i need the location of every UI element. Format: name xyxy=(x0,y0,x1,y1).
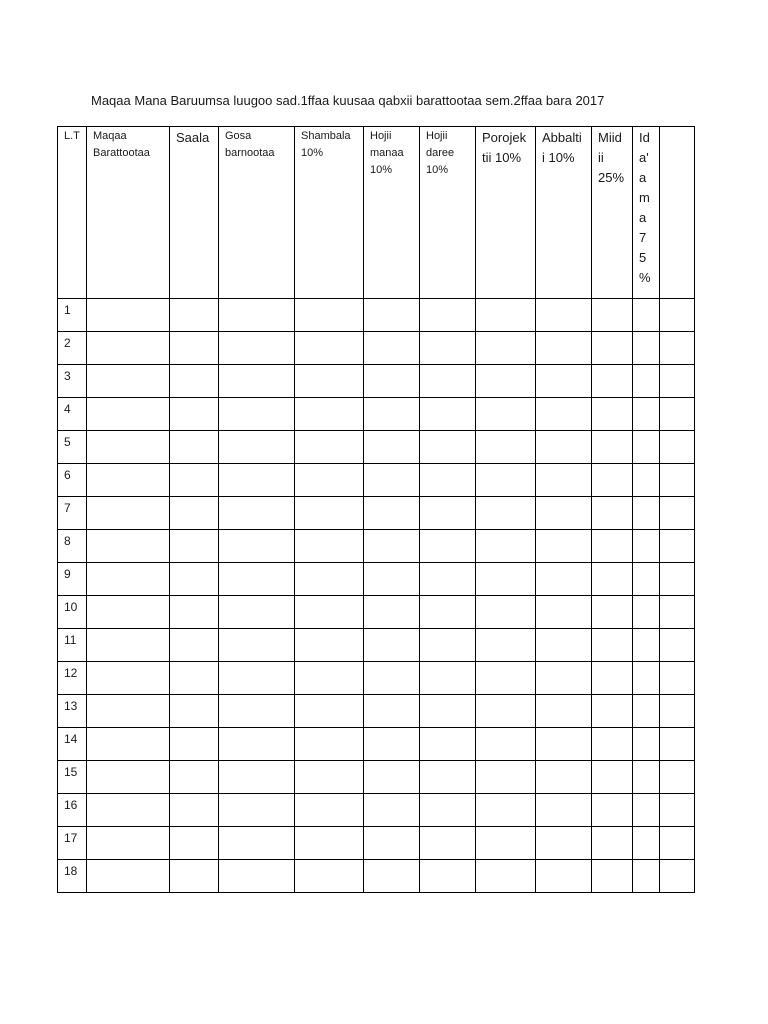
table-cell xyxy=(87,695,170,728)
table-row xyxy=(58,827,695,860)
table-cell xyxy=(87,563,170,596)
table-cell xyxy=(633,794,660,827)
row-number-cell xyxy=(58,497,87,530)
table-row xyxy=(58,530,695,563)
table-cell xyxy=(219,332,295,365)
table-row xyxy=(58,629,695,662)
row-number-cell xyxy=(58,530,87,563)
table-cell xyxy=(295,728,364,761)
column-header-label: Gosa barnootaa xyxy=(225,130,275,159)
table-cell xyxy=(170,530,219,563)
row-number: 2 xyxy=(64,336,71,350)
table-cell xyxy=(536,332,592,365)
table-header-row xyxy=(58,127,695,299)
table-cell xyxy=(592,860,633,893)
row-number-cell xyxy=(58,728,87,761)
table-cell xyxy=(660,728,695,761)
table-cell xyxy=(295,827,364,860)
table-cell xyxy=(170,497,219,530)
table-cell xyxy=(420,497,476,530)
table-cell xyxy=(660,365,695,398)
row-number-cell xyxy=(58,860,87,893)
table-cell xyxy=(633,596,660,629)
table-cell xyxy=(536,431,592,464)
row-number: 1 xyxy=(64,303,71,317)
table-cell xyxy=(219,596,295,629)
table-cell xyxy=(219,299,295,332)
table-cell xyxy=(364,827,420,860)
column-header xyxy=(364,127,420,299)
row-number: 18 xyxy=(64,864,78,878)
table-cell xyxy=(476,761,536,794)
table-cell xyxy=(364,695,420,728)
table-cell xyxy=(364,464,420,497)
row-number: 13 xyxy=(64,699,78,713)
table-cell xyxy=(87,761,170,794)
table-cell xyxy=(170,299,219,332)
column-header-label: Id a' a m a 7 5 % xyxy=(639,130,651,285)
table-cell xyxy=(660,431,695,464)
table-cell xyxy=(476,860,536,893)
row-number: 14 xyxy=(64,732,78,746)
row-number: 5 xyxy=(64,435,71,449)
table-cell xyxy=(476,365,536,398)
table-cell xyxy=(420,761,476,794)
table-cell xyxy=(476,398,536,431)
table-cell xyxy=(633,629,660,662)
table-cell xyxy=(420,563,476,596)
table-cell xyxy=(364,596,420,629)
table-row xyxy=(58,398,695,431)
row-number-cell xyxy=(58,563,87,596)
table-cell xyxy=(87,464,170,497)
table-cell xyxy=(364,794,420,827)
table-cell xyxy=(170,695,219,728)
table-cell xyxy=(476,431,536,464)
column-header-label: Abbalti i 10% xyxy=(542,130,582,165)
table-cell xyxy=(364,563,420,596)
table-row xyxy=(58,596,695,629)
table-cell xyxy=(536,662,592,695)
row-number-cell xyxy=(58,662,87,695)
column-header-label xyxy=(660,127,694,128)
table-cell xyxy=(170,761,219,794)
table-cell xyxy=(660,695,695,728)
table-cell xyxy=(219,728,295,761)
table-cell xyxy=(364,530,420,563)
table-row xyxy=(58,662,695,695)
table-row xyxy=(58,365,695,398)
table-cell xyxy=(633,563,660,596)
column-header xyxy=(536,127,592,299)
table-cell xyxy=(364,431,420,464)
table-cell xyxy=(295,431,364,464)
table-cell xyxy=(170,794,219,827)
table-row xyxy=(58,299,695,332)
table-cell xyxy=(633,761,660,794)
table-cell xyxy=(592,332,633,365)
row-number: 12 xyxy=(64,666,78,680)
table-cell xyxy=(476,794,536,827)
table-cell xyxy=(87,398,170,431)
table-cell xyxy=(536,497,592,530)
table-cell xyxy=(295,530,364,563)
table-cell xyxy=(633,860,660,893)
row-number: 7 xyxy=(64,501,71,515)
table-row xyxy=(58,464,695,497)
table-cell xyxy=(219,827,295,860)
table-cell xyxy=(592,431,633,464)
table-cell xyxy=(592,794,633,827)
table-cell xyxy=(420,332,476,365)
table-row xyxy=(58,761,695,794)
row-number-cell xyxy=(58,794,87,827)
row-number: 9 xyxy=(64,567,71,581)
table-cell xyxy=(476,728,536,761)
column-header xyxy=(170,127,219,299)
column-header-label: Miid ii 25% xyxy=(598,130,625,185)
table-cell xyxy=(660,860,695,893)
column-header-label: Shambala 10% xyxy=(301,130,351,159)
table-cell xyxy=(87,794,170,827)
row-number-cell xyxy=(58,398,87,431)
table-cell xyxy=(420,728,476,761)
table-cell xyxy=(420,629,476,662)
table-cell xyxy=(592,299,633,332)
table-cell xyxy=(420,662,476,695)
column-header xyxy=(476,127,536,299)
table-row xyxy=(58,695,695,728)
column-header xyxy=(87,127,170,299)
table-cell xyxy=(295,761,364,794)
table-cell xyxy=(633,695,660,728)
column-header xyxy=(295,127,364,299)
table-cell xyxy=(476,827,536,860)
table-cell xyxy=(170,662,219,695)
column-header xyxy=(633,127,660,299)
table-cell xyxy=(660,596,695,629)
row-number: 17 xyxy=(64,831,78,845)
table-cell xyxy=(364,629,420,662)
table-row xyxy=(58,332,695,365)
table-cell xyxy=(660,464,695,497)
table-cell xyxy=(219,794,295,827)
table-cell xyxy=(364,761,420,794)
table-cell xyxy=(476,563,536,596)
column-header xyxy=(58,127,87,299)
table-cell xyxy=(536,530,592,563)
grade-table xyxy=(57,126,695,893)
table-cell xyxy=(295,365,364,398)
table-cell xyxy=(660,827,695,860)
table-cell xyxy=(170,728,219,761)
table-cell xyxy=(87,596,170,629)
table-cell xyxy=(295,398,364,431)
column-header-label: Hojii manaa 10% xyxy=(370,130,404,176)
row-number-cell xyxy=(58,365,87,398)
table-cell xyxy=(170,827,219,860)
table-cell xyxy=(295,860,364,893)
table-row xyxy=(58,860,695,893)
row-number-cell xyxy=(58,761,87,794)
table-cell xyxy=(476,629,536,662)
table-cell xyxy=(536,563,592,596)
table-cell xyxy=(219,695,295,728)
column-header xyxy=(420,127,476,299)
table-cell xyxy=(536,365,592,398)
table-cell xyxy=(364,332,420,365)
table-cell xyxy=(660,332,695,365)
table-cell xyxy=(660,299,695,332)
table-cell xyxy=(633,299,660,332)
table-cell xyxy=(87,860,170,893)
row-number: 16 xyxy=(64,798,78,812)
table-cell xyxy=(592,728,633,761)
table-cell xyxy=(295,695,364,728)
table-cell xyxy=(633,431,660,464)
row-number-cell xyxy=(58,464,87,497)
table-cell xyxy=(170,860,219,893)
table-cell xyxy=(536,794,592,827)
table-cell xyxy=(170,596,219,629)
table-cell xyxy=(660,563,695,596)
table-cell xyxy=(592,398,633,431)
row-number-cell xyxy=(58,827,87,860)
row-number-cell xyxy=(58,695,87,728)
table-cell xyxy=(633,464,660,497)
table-cell xyxy=(420,596,476,629)
table-cell xyxy=(219,530,295,563)
row-number: 4 xyxy=(64,402,71,416)
table-cell xyxy=(295,794,364,827)
table-cell xyxy=(420,695,476,728)
table-cell xyxy=(87,728,170,761)
table-cell xyxy=(295,464,364,497)
table-cell xyxy=(633,662,660,695)
table-cell xyxy=(536,860,592,893)
table-cell xyxy=(219,398,295,431)
table-cell xyxy=(476,299,536,332)
column-header-label: Maqaa Barattootaa xyxy=(93,130,150,159)
column-header xyxy=(219,127,295,299)
table-cell xyxy=(633,827,660,860)
table-cell xyxy=(476,497,536,530)
table-cell xyxy=(364,497,420,530)
table-cell xyxy=(87,365,170,398)
table-cell xyxy=(420,299,476,332)
table-cell xyxy=(592,761,633,794)
column-header xyxy=(592,127,633,299)
row-number: 11 xyxy=(64,633,77,647)
table-cell xyxy=(476,662,536,695)
table-cell xyxy=(660,761,695,794)
table-row xyxy=(58,497,695,530)
table-cell xyxy=(420,860,476,893)
row-number-cell xyxy=(58,299,87,332)
table-cell xyxy=(420,431,476,464)
table-cell xyxy=(170,629,219,662)
table-cell xyxy=(660,662,695,695)
table-cell xyxy=(592,497,633,530)
table-cell xyxy=(536,827,592,860)
table-cell xyxy=(295,332,364,365)
table-cell xyxy=(170,464,219,497)
table-cell xyxy=(364,299,420,332)
row-number: 6 xyxy=(64,468,71,482)
row-number-cell xyxy=(58,332,87,365)
table-cell xyxy=(660,530,695,563)
row-number-cell xyxy=(58,431,87,464)
table-cell xyxy=(633,398,660,431)
row-number: 3 xyxy=(64,369,71,383)
column-header-label: Porojek tii 10% xyxy=(482,130,527,165)
table-row xyxy=(58,431,695,464)
table-cell xyxy=(536,629,592,662)
table-cell xyxy=(219,563,295,596)
table-cell xyxy=(219,662,295,695)
table-cell xyxy=(170,563,219,596)
table-cell xyxy=(170,398,219,431)
table-cell xyxy=(592,365,633,398)
table-cell xyxy=(219,497,295,530)
table-cell xyxy=(592,695,633,728)
table-cell xyxy=(592,530,633,563)
table-cell xyxy=(592,596,633,629)
table-cell xyxy=(295,497,364,530)
column-header xyxy=(660,127,695,299)
table-cell xyxy=(219,761,295,794)
column-header-label: Saala xyxy=(176,130,210,145)
table-cell xyxy=(536,596,592,629)
table-cell xyxy=(219,629,295,662)
table-cell xyxy=(420,398,476,431)
table-cell xyxy=(476,464,536,497)
table-cell xyxy=(536,464,592,497)
table-cell xyxy=(364,728,420,761)
row-number: 10 xyxy=(64,600,78,614)
table-cell xyxy=(592,629,633,662)
table-cell xyxy=(660,398,695,431)
table-cell xyxy=(592,464,633,497)
table-cell xyxy=(87,497,170,530)
table-cell xyxy=(219,464,295,497)
table-cell xyxy=(170,431,219,464)
table-cell xyxy=(476,596,536,629)
table-cell xyxy=(536,761,592,794)
table-cell xyxy=(420,794,476,827)
table-row xyxy=(58,728,695,761)
table-cell xyxy=(87,332,170,365)
table-cell xyxy=(633,530,660,563)
page-title: Maqaa Mana Baruumsa luugoo sad.1ffaa kuusaa qabxii barattootaa sem.2ffaa bara 2017 xyxy=(91,93,605,108)
table-cell xyxy=(592,563,633,596)
row-number-cell xyxy=(58,629,87,662)
column-header-label: Hojii daree 10% xyxy=(426,130,455,176)
table-cell xyxy=(219,431,295,464)
table-cell xyxy=(633,365,660,398)
table-cell xyxy=(420,530,476,563)
table-row xyxy=(58,794,695,827)
table-cell xyxy=(536,299,592,332)
table-cell xyxy=(87,629,170,662)
table-cell xyxy=(170,365,219,398)
table-cell xyxy=(364,398,420,431)
table-cell xyxy=(476,695,536,728)
table-cell xyxy=(592,827,633,860)
table-cell xyxy=(219,365,295,398)
table-cell xyxy=(219,860,295,893)
table-cell xyxy=(536,398,592,431)
table-cell xyxy=(633,728,660,761)
table-cell xyxy=(633,332,660,365)
table-cell xyxy=(536,728,592,761)
row-number: 15 xyxy=(64,765,78,779)
table-cell xyxy=(87,530,170,563)
table-cell xyxy=(364,662,420,695)
table-cell xyxy=(295,299,364,332)
table-cell xyxy=(295,596,364,629)
table-cell xyxy=(420,464,476,497)
table-cell xyxy=(364,860,420,893)
table-cell xyxy=(476,332,536,365)
table-cell xyxy=(660,794,695,827)
table-cell xyxy=(295,662,364,695)
column-header-label: L.T xyxy=(64,130,80,142)
table-cell xyxy=(87,299,170,332)
table-row xyxy=(58,563,695,596)
table-cell xyxy=(420,827,476,860)
table-cell xyxy=(476,530,536,563)
row-number: 8 xyxy=(64,534,71,548)
table-cell xyxy=(170,332,219,365)
table-cell xyxy=(536,695,592,728)
table-cell xyxy=(633,497,660,530)
table-cell xyxy=(295,629,364,662)
table-cell xyxy=(87,431,170,464)
table-cell xyxy=(592,662,633,695)
table-cell xyxy=(660,497,695,530)
table-cell xyxy=(660,629,695,662)
table-cell xyxy=(87,827,170,860)
table-cell xyxy=(87,662,170,695)
row-number-cell xyxy=(58,596,87,629)
table-cell xyxy=(420,365,476,398)
table-cell xyxy=(364,365,420,398)
table-cell xyxy=(295,563,364,596)
